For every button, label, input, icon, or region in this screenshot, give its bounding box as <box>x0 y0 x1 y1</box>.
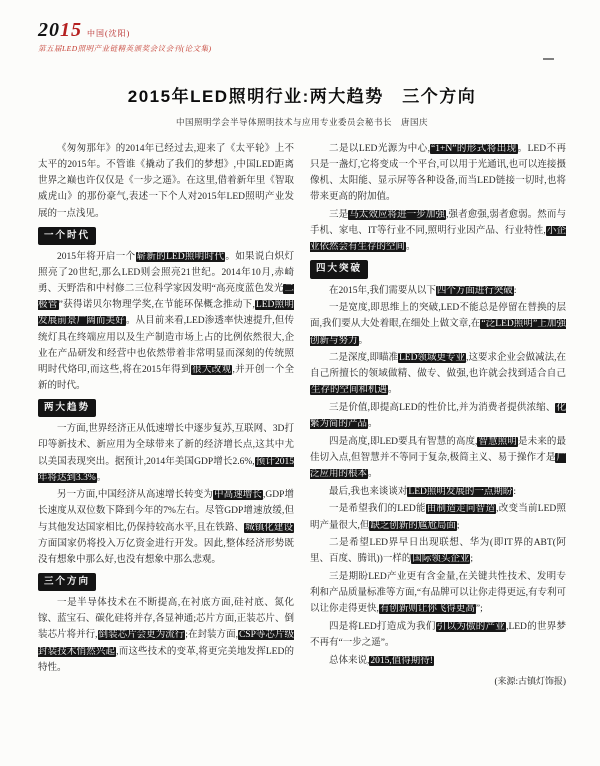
paragraph-text: 三是 <box>329 210 349 221</box>
paragraph-text: ,GDP增长速度从双位数下降到今年的7%左右。尽管GDP增速放缓,但与其他发达国家相比,仍保持较高水平,且在铁路、 <box>38 490 294 533</box>
highlighted-text: LED照明发展的一点期盼 <box>408 486 513 497</box>
highlighted-text: 小企业依然会有生存的空间 <box>310 226 566 253</box>
paragraph-text: 。 <box>368 469 378 480</box>
paragraph-text: 四是高度,即LED要具有智慧的高度, <box>329 436 478 447</box>
highlighted-text: 很大改观 <box>192 364 232 375</box>
highlighted-text: 由制造走向智造 <box>426 504 496 515</box>
paragraph-text: ”获得诺贝尔物理学奖,在节能环保概念推动下, <box>58 300 255 311</box>
body-paragraph <box>310 569 566 617</box>
paragraph-text: ”; <box>475 604 483 615</box>
paragraph-text: 。 <box>368 419 378 430</box>
highlighted-text: 四个方面进行突破 <box>436 285 513 296</box>
paragraph-text: 最后,我也来谈谈对 <box>329 486 408 497</box>
highlighted-text: 倒装芯片会更为流行 <box>98 630 185 641</box>
paragraph-text: 二是希望LED界早日出现联想、华为(即IT界的ABT(阿里、百度、腾讯))一样的 <box>310 538 566 565</box>
section-heading-pill: 四大突破 <box>310 260 368 278</box>
logo-year-right: 15 <box>60 19 82 41</box>
highlighted-text: 预计2015年将达到3.3% <box>38 456 294 483</box>
highlighted-text: 化繁为简的产品 <box>310 403 566 430</box>
paragraph-text: ,LED的世界梦不再有“一步之遥”。 <box>310 621 566 649</box>
paragraph-text: ; <box>470 554 473 565</box>
paragraph-text: : <box>513 285 517 296</box>
article-columns <box>38 141 566 727</box>
paragraph-text: 另一方面,中国经济从高速增长转变为 <box>57 490 214 501</box>
paragraph-text: 《匆匆那年》的2014年已经过去,迎来了《太平轮》上不太平的2015年。不管谁《撬动了我们的梦想》,中国LED距离世界之巅也许仅仅是《一步之遥》。在这里,借着新年里《智取威虎山》的那份豪气,表述一下个人对2015年LED照明产业发展的一点浅见。 <box>38 144 294 219</box>
highlighted-text: 引以为傲的产业 <box>436 621 506 632</box>
body-paragraph <box>38 595 294 676</box>
paragraph-text: 一是希望我们的LED能 <box>329 504 426 515</box>
paragraph-text: 是未来的最佳切入点,但智慧并不等同于复杂,极简主义、易于操作才是 <box>310 436 566 464</box>
section-heading <box>38 399 294 417</box>
paragraph-text: 。从目前来看,LED渗透率快速提升,但传统灯具在终端应用以及生产制造市场上占的比例依然很大,企业在产品研发和经营中也依然带着非常明显而深刻的传统照明时代烙印,而这些,将在2015年得到 <box>38 316 294 375</box>
body-paragraph <box>310 619 566 651</box>
paragraph-text: 方面国家仍将投入万亿资金进行开发。因此,整体经济形势既没有想象中那么好,也没有想象中那么悲观。 <box>38 538 294 565</box>
paragraph-text: 。 <box>388 385 398 396</box>
paragraph-text: 。 <box>96 472 107 483</box>
event-subtitle: 第五届LED照明产业链精英颁奖会议会刊(论文集) <box>38 44 212 53</box>
paragraph-text: 一是宽度,即思维上的突破,LED不能总是停留在替换的层面,我们要从大处着眼,在细处上做文章,在 <box>310 303 566 330</box>
highlighted-text: 崭新的LED照明时代 <box>136 251 225 262</box>
paragraph-text: ,改变当前LED照明产量很大,但 <box>310 504 566 531</box>
page-header <box>38 20 566 58</box>
body-paragraph <box>38 421 294 486</box>
highlighted-text: 广泛应用的根本 <box>310 453 566 480</box>
section-heading <box>310 260 566 278</box>
paragraph-text: 二是深度,即瞄准 <box>329 353 398 364</box>
paragraph-text: 。如果说白炽灯照亮了20世纪,那么LED则会照亮21世纪。2014年10月,赤崎勇、天野浩和中村修二三位科学家因发明“高亮度蓝色发光 <box>38 251 294 295</box>
paragraph-text: ;在封装方面, <box>185 630 238 641</box>
article-byline: 中国照明学会半导体照明技术与应用专业委员会秘书长 唐国庆 <box>175 117 428 127</box>
highlighted-text: 二极管 <box>38 284 294 311</box>
highlighted-text: “泛LED照明”上加强创新与努力 <box>310 319 566 346</box>
body-paragraph <box>38 487 294 568</box>
highlighted-text: 有创新则让你飞得更高 <box>379 604 475 615</box>
highlighted-text: “1+N”的形式将出现 <box>431 144 517 154</box>
body-paragraph <box>310 434 566 482</box>
highlighted-text: 中高速增长 <box>214 490 262 501</box>
body-paragraph <box>310 484 566 500</box>
body-paragraph <box>310 300 566 348</box>
highlighted-text: 国际领头企业 <box>412 554 470 565</box>
paragraph-text: 。LED不再只是一盏灯,它将变成一个平台,可以用于光通讯,也可以连接摄像机、太阳能、显示屏等各种设备,而当LED链接一切时,也将带来更高的附加值。 <box>310 144 566 203</box>
highlighted-text: 智慧照明 <box>478 436 518 447</box>
body-paragraph <box>38 141 294 222</box>
section-heading-pill: 两大趋势 <box>38 399 96 417</box>
body-paragraph <box>310 350 566 398</box>
highlighted-text: 生存的空间和机遇 <box>311 385 388 396</box>
paragraph-text: 在2015年,我们需要从以下 <box>329 285 436 296</box>
paragraph-text: ,而这些技术的变革,将更完美地发挥LED的特性。 <box>38 646 294 673</box>
section-heading <box>38 573 294 591</box>
paragraph-text: 四是将LED打造成为我们 <box>329 621 436 632</box>
paragraph-text: ,这要求企业会做减法,在自己所擅长的领域做精、做专、做强,也许就会找到适合自己 <box>310 353 566 380</box>
body-paragraph <box>310 501 566 533</box>
section-heading-pill: 一个时代 <box>38 227 96 245</box>
highlighted-text: 马太效应将进一步加强 <box>349 210 446 221</box>
paragraph-text: 二是以LED光源为中心, <box>329 144 431 154</box>
paragraph-text: ,并开创一个全新的时代。 <box>38 364 294 391</box>
highlighted-text: 城镇化建设 <box>245 522 293 533</box>
highlighted-text: 缺乏创新的尴尬局面 <box>370 520 456 531</box>
highlighted-text: CSP等芯片级封装技术悄然兴起 <box>38 630 294 657</box>
body-paragraph <box>310 207 566 255</box>
body-paragraph <box>310 535 566 567</box>
body-paragraph <box>310 653 566 669</box>
paragraph-text: ,强者愈强,弱者愈弱。然而与手机、家电、IT等行业不同,照明行业因产品、行业特性, <box>310 210 566 237</box>
highlighted-text: LED照明发展前景广阔而美好 <box>38 300 295 327</box>
highlighted-text: LED领域更专业 <box>399 353 466 364</box>
highlighted-text: 2015,值得期待! <box>370 655 433 666</box>
article-title: 2015年LED照明行业:两大趋势 三个方向 <box>127 87 477 106</box>
body-paragraph <box>38 249 294 394</box>
paragraph-text: 三是期盼LED产业更有含金量,在关键共性技术、发明专利和产品质量标准等方面,“有品牌可以让你走得更远,有专利可以让你走得更快, <box>310 572 566 615</box>
logo-year-left: 20 <box>38 19 60 41</box>
section-heading <box>38 227 294 245</box>
event-logo-region: 中国(沈阳) <box>87 29 131 38</box>
paragraph-text: 一是半导体技术在不断提高,在衬底方面,硅衬底、氮化镓、蓝宝石、碳化硅将并存,各显神通;芯片方面,正装芯片、倒装芯片将并行, <box>38 598 294 641</box>
right-column <box>310 141 566 727</box>
body-paragraph <box>310 141 566 206</box>
paragraph-text: : <box>513 486 516 497</box>
paragraph-text: 2015年将开启一个 <box>57 251 136 262</box>
source-credit: (来源:古镇灯饰报) <box>494 675 566 686</box>
section-heading-pill: 三个方向 <box>38 573 96 591</box>
event-logo-year <box>38 20 82 40</box>
paragraph-text: 。 <box>358 335 369 346</box>
paragraph-text: 一方面,世界经济正从低速增长中逐步复苏,互联网、3D打印等新技术、新应用为全球带来了新的经济增长点,这其中尤以美国表现突出。据预计,2014年美国GDP增长2.6%, <box>38 424 294 467</box>
paragraph-text: 总体来说, <box>329 655 370 666</box>
body-paragraph <box>310 400 566 432</box>
body-paragraph <box>310 283 566 299</box>
event-logo <box>38 20 566 40</box>
paragraph-text: 。 <box>406 242 416 253</box>
paragraph-text: 三是价值,即提高LED的性价比,并为消费者提供浓缩、 <box>329 403 556 414</box>
scan-artifact-dash <box>543 58 554 60</box>
left-column <box>38 141 294 727</box>
paragraph-text: ; <box>456 520 460 531</box>
